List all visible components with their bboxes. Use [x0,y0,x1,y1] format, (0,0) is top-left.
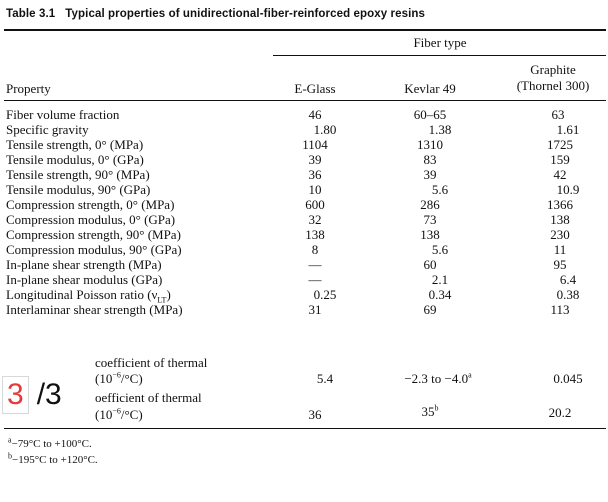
property-cell: Tensile strength, 0° (MPa) [6,137,144,152]
kevlar-header: Kevlar 49 [404,81,456,96]
cte-long-label-line2: $(10^{-6}/^\circ C)$ [95,370,143,386]
graphite-cell: 0.045 [553,371,583,386]
table-title: Typical properties of unidirectional-fiber-reinforced epoxy resins [65,8,426,20]
property-header: Property [6,81,51,96]
kevlar-cell: 2.1 [431,272,449,287]
graphite-cell: 159 [550,152,570,167]
footnote-a: $^a$−79°C to +100°C. [8,435,92,450]
graphite-cell: 1366 [547,197,573,212]
eglass-cell: 0.25 [313,287,337,302]
kevlar-cell: 138 [420,227,440,242]
property-cell: Tensile modulus, 90° (GPa) [6,182,151,197]
graphite-header-line1: Graphite [530,62,576,77]
kevlar-cell: 1310 [417,137,443,152]
kevlar-cell: 0.34 [428,287,452,302]
eglass-header: E-Glass [294,81,336,96]
graphite-cell: 113 [550,302,570,317]
property-cell: Tensile strength, 90° (MPa) [6,167,150,182]
cte-trans-label-line2: $(10^{-6}/^\circ C)$ [95,406,143,422]
eglass-cell: — [308,257,322,272]
kevlar-cell: 286 [420,197,440,212]
property-cell: Compression modulus, 90° (GPa) [6,242,182,257]
eglass-cell: 36 [308,167,322,182]
graphite-cell: 138 [550,212,570,227]
eglass-cell: 31 [308,302,322,317]
graphite-cell: 6.4 [559,272,577,287]
property-cell: Tensile modulus, 0° (GPa) [6,152,144,167]
kevlar-cell: 5.6 [431,242,449,257]
graphite-cell: 20.2 [548,405,572,420]
graphite-cell: 0.38 [556,287,580,302]
top-rule [4,29,606,31]
graphite-cell: 95 [553,257,567,272]
property-cell: Compression strength, 0° (MPa) [6,197,175,212]
kevlar-cell: 5.6 [431,182,449,197]
eglass-cell: 138 [305,227,325,242]
total-pages: /3 [36,378,62,411]
graphite-cell: 1.61 [556,122,580,137]
bottom-rule [4,428,606,429]
kevlar-cell: 60–65 [413,107,447,122]
footnote-b: $^b$−195°C to +120°C. [8,451,98,466]
eglass-cell: 32 [308,212,322,227]
eglass-cell: 36 [308,407,322,422]
eglass-cell: 600 [305,197,325,212]
page-indicator[interactable] [0,364,86,426]
cte-long-label-line1: coefficient of thermal [95,355,208,370]
property-cell: In-plane shear strength (MPa) [6,257,162,272]
fiber-type-rule [273,55,606,56]
kevlar-cell: −2.3 to −4.0$^a$ [404,370,472,386]
eglass-cell: 1.80 [313,122,337,137]
cte-trans-label-line1: oefficient of thermal [95,390,202,405]
kevlar-cell: 60 [423,257,437,272]
graphite-cell: 230 [550,227,570,242]
eglass-cell: 5.4 [316,371,334,386]
graphite-header-line2: (Thornel 300) [516,78,590,93]
kevlar-cell: 35$^b$ [421,403,439,419]
eglass-cell: 1104 [302,137,328,152]
kevlar-cell: 73 [423,212,437,227]
property-cell: Compression modulus, 0° (GPa) [6,212,176,227]
eglass-cell: 46 [308,107,322,122]
table-number: Table 3.1 [6,8,56,20]
fiber-type-header: Fiber type [413,35,467,50]
property-cell: Interlaminar shear strength (MPa) [6,302,183,317]
kevlar-cell: 83 [423,152,437,167]
eglass-cell: 39 [308,152,322,167]
property-cell: Compression strength, 90° (MPa) [6,227,181,242]
graphite-cell: 1725 [547,137,573,152]
graphite-cell: 10.9 [556,182,580,197]
eglass-cell: 8 [311,242,319,257]
graphite-cell: 11 [553,242,567,257]
property-cell: Fiber volume fraction [6,107,120,122]
property-cell: Specific gravity [6,122,89,137]
graphite-cell: 42 [553,167,567,182]
property-cell: Longitudinal Poisson ratio $(\nu_{LT})$ [6,287,171,305]
header-rule [4,100,606,101]
kevlar-cell: 1.38 [428,122,452,137]
kevlar-cell: 69 [423,302,437,317]
eglass-cell: — [308,272,322,287]
graphite-cell: 63 [551,107,565,122]
current-page-number[interactable]: 3 [2,376,29,414]
property-cell: In-plane shear modulus (GPa) [6,272,163,287]
eglass-cell: 10 [308,182,322,197]
kevlar-cell: 39 [423,167,437,182]
table-caption [6,8,425,20]
